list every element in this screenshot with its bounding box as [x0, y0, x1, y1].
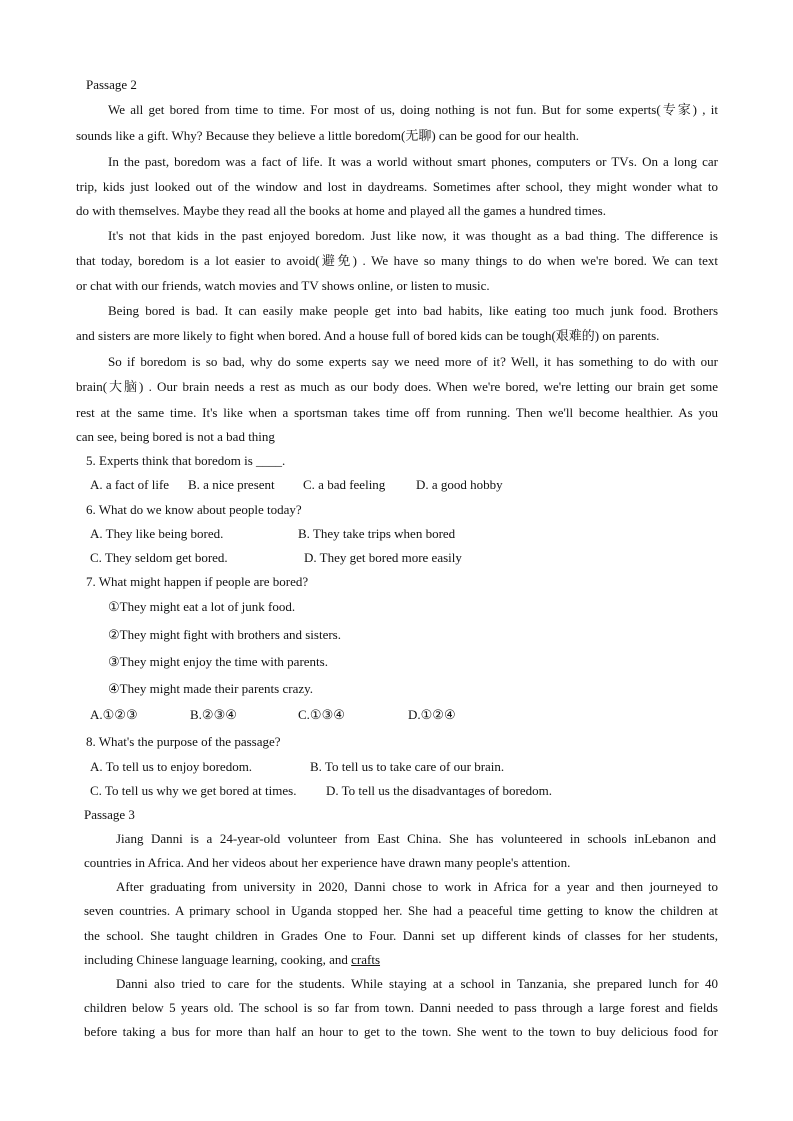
p3-para2-line4 — [84, 951, 380, 969]
q8-option-b: B. To tell us to take care of our brain. — [310, 759, 505, 774]
p2-para1-line2: sounds like a gift. Why? Because they believe a little boredom(无聊) can be good for our health. — [76, 128, 579, 143]
p3-para2-line2: seven countries. A primary school in Uganda stopped her. She had a peaceful time getting to know the children at — [84, 903, 718, 918]
p3-para2-line1: After graduating from university in 2020, Danni chose to work in Africa for a year and then journeyed to — [116, 879, 718, 894]
p2-para2-line3: do with themselves. Maybe they read all the books at home and played all the games a hundred times. — [76, 203, 606, 218]
p2-para2-line1: In the past, boredom was a fact of life. It was a world without smart phones, computers or TVs. On a long car — [108, 154, 718, 169]
q6-option-a: A. They like being bored. — [90, 526, 224, 541]
q5-stem: 5. Experts think that boredom is ____. — [86, 453, 286, 468]
q7-option-c: C.①③④ — [298, 707, 345, 722]
p3-para2-line4-text: including Chinese language learning, cooking, and — [84, 952, 352, 967]
underlined-word-crafts: crafts — [351, 952, 381, 967]
p2-para2-line2: trip, kids just looked out of the window and lost in daydreams. Sometimes after school, they might wonder what to — [76, 179, 718, 194]
q6-option-d: D. They get bored more easily — [304, 550, 462, 565]
q8-stem: 8. What's the purpose of the passage? — [86, 734, 281, 749]
p2-para1-line1: We all get bored from time to time. For most of us, doing nothing is not fun. But for some experts(专家) , it — [108, 102, 718, 117]
p2-para5-line4: can see, being bored is not a bad thing — [76, 429, 275, 444]
q8-option-d: D. To tell us the disadvantages of boredom. — [326, 783, 552, 798]
q7-statement-3: ③They might enjoy the time with parents. — [108, 654, 328, 669]
q5-option-a: A. a fact of life — [90, 477, 170, 492]
p2-para4-line1: Being bored is bad. It can easily make people get into bad habits, like eating too much junk food. Brothers — [108, 303, 718, 318]
p2-para5-line2: brain(大脑) . Our brain needs a rest as much as our body does. When we're bored, we're letting our brain get some — [76, 379, 718, 394]
p3-para3-line3: before taking a bus for more than half an hour to get to the town. She went to the town to buy delicious food for — [84, 1024, 718, 1039]
p2-para3-line3: or chat with our friends, watch movies and TV shows online, or listen to music. — [76, 278, 490, 293]
q7-statement-2: ②They might fight with brothers and sisters. — [108, 627, 341, 642]
p3-para1-line1: Jiang Danni is a 24-year-old volunteer from East China. She has volunteered in schools inLebanon and — [116, 831, 716, 846]
q7-option-a: A.①②③ — [90, 707, 138, 722]
p3-para3-line1: Danni also tried to care for the students. While staying at a school in Tanzania, she prepared lunch for 40 — [116, 976, 718, 991]
q7-statement-1: ①They might eat a lot of junk food. — [108, 599, 296, 614]
q7-option-b: B.②③④ — [190, 707, 237, 722]
q7-statement-4: ④They might made their parents crazy. — [108, 681, 314, 696]
p3-para1-line2: countries in Africa. And her videos about her experience have drawn many people's attention. — [84, 855, 571, 870]
q8-option-a: A. To tell us to enjoy boredom. — [90, 759, 253, 774]
passage-3-title: Passage 3 — [84, 807, 135, 822]
q7-option-d: D.①②④ — [408, 707, 456, 722]
q6-option-c: C. They seldom get bored. — [90, 550, 228, 565]
p2-para3-line2: that today, boredom is a lot easier to avoid(避免) . We have so many things to do when we're bored. We can text — [76, 253, 718, 268]
p3-para3-line2: children below 5 years old. The school is so far from town. Danni needed to pass through a large forest and fields — [84, 1000, 718, 1015]
p3-para2-line3: the school. She taught children in Grades One to Four. Danni set up different kinds of classes for her students, — [84, 928, 718, 943]
p2-para5-line1: So if boredom is so bad, why do some experts say we need more of it? Well, it has something to do with our — [108, 354, 718, 369]
q6-option-b: B. They take trips when bored — [298, 526, 456, 541]
q5-option-b: B. a nice present — [188, 477, 275, 492]
p2-para4-line2: and sisters are more likely to fight when bored. And a house full of bored kids can be tough(艰难的) on parents. — [76, 328, 660, 343]
q5-option-d: D. a good hobby — [416, 477, 503, 492]
q6-stem: 6. What do we know about people today? — [86, 502, 302, 517]
p2-para3-line1: It's not that kids in the past enjoyed boredom. Just like now, it was thought as a bad thing. The difference is — [108, 228, 718, 243]
q8-option-c: C. To tell us why we get bored at times. — [90, 783, 297, 798]
q5-option-c: C. a bad feeling — [303, 477, 386, 492]
p2-para5-line3: rest at the same time. It's like when a sportsman takes time off from running. Then we'll become healthier. As you — [76, 405, 718, 420]
passage-2-title: Passage 2 — [86, 77, 137, 92]
q7-stem: 7. What might happen if people are bored? — [86, 574, 309, 589]
